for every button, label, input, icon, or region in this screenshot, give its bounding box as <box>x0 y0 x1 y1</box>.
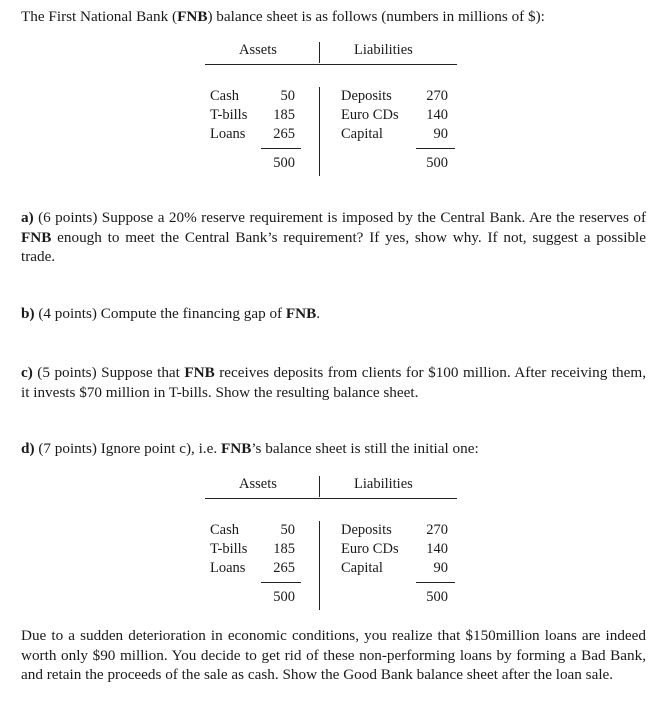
liability-label: Euro CDs <box>341 107 399 123</box>
asset-value: 265 <box>273 560 295 576</box>
liability-label: Capital <box>341 560 383 576</box>
balance-sheet-repeat <box>0 476 667 616</box>
asset-value: 185 <box>273 541 295 557</box>
liabilities-total: 500 <box>426 589 448 605</box>
asset-value: 50 <box>280 88 295 104</box>
question-a-tag: a) <box>21 209 34 226</box>
liability-label: Deposits <box>341 88 392 104</box>
question-b: b) (4 points) Compute the financing gap of FNB. <box>21 305 321 322</box>
assets-sum-rule <box>261 148 301 149</box>
assets-sum-rule <box>261 582 301 583</box>
question-a: a) (6 points) Suppose a 20% reserve requirement is imposed by the Central Bank. Are the reserves of FNB enough to meet the Central Bank’s requirement? If yes, show why. If not, suggest a possible trade. <box>21 209 646 266</box>
balance-sheet-initial <box>0 42 667 182</box>
liability-label: Capital <box>341 126 383 142</box>
question-d-tag: d) <box>21 440 35 457</box>
assets-total: 500 <box>273 155 295 171</box>
liability-value: 270 <box>426 88 448 104</box>
asset-label: Loans <box>210 126 246 142</box>
intro-text: The First National Bank (FNB) balance sheet is as follows (numbers in millions of $): <box>21 8 545 25</box>
question-c: c) (5 points) Suppose that FNB receives deposits from clients for $100 million. After receiving them, it invests $70 million in T-bills. Show the resulting balance sheet. <box>21 364 647 401</box>
header-rule <box>205 64 457 65</box>
liabilities-header: Liabilities <box>354 476 413 492</box>
asset-value: 50 <box>280 522 295 538</box>
liabilities-total: 500 <box>426 155 448 171</box>
liability-value: 90 <box>433 560 448 576</box>
question-b-tag: b) <box>21 305 35 322</box>
asset-label: Cash <box>210 522 239 538</box>
liability-value: 270 <box>426 522 448 538</box>
liability-label: Euro CDs <box>341 541 399 557</box>
header-divider <box>319 476 320 497</box>
liabilities-sum-rule <box>416 582 455 583</box>
asset-label: Loans <box>210 560 246 576</box>
assets-header: Assets <box>239 42 277 58</box>
asset-value: 185 <box>273 107 295 123</box>
liability-value: 140 <box>426 107 448 123</box>
bank-name: FNB <box>177 8 208 25</box>
liability-label: Deposits <box>341 522 392 538</box>
assets-total: 500 <box>273 589 295 605</box>
question-c-tag: c) <box>21 364 33 381</box>
asset-label: Cash <box>210 88 239 104</box>
assets-header: Assets <box>239 476 277 492</box>
liability-value: 90 <box>433 126 448 142</box>
bank-name: FNB <box>285 305 317 322</box>
bank-name: FNB <box>184 364 215 381</box>
column-divider <box>319 87 320 176</box>
asset-label: T-bills <box>210 107 248 123</box>
column-divider <box>319 521 320 610</box>
liabilities-header: Liabilities <box>354 42 413 58</box>
header-rule <box>205 498 457 499</box>
asset-value: 265 <box>273 126 295 142</box>
header-divider <box>319 42 320 63</box>
asset-label: T-bills <box>210 541 248 557</box>
bank-name: FNB <box>220 440 252 457</box>
liability-value: 140 <box>426 541 448 557</box>
liabilities-sum-rule <box>416 148 455 149</box>
question-d: d) (7 points) Ignore point c), i.e. FNB’s balance sheet is still the initial one: <box>21 440 479 457</box>
bank-name: FNB <box>21 228 52 246</box>
question-d-follow-up: Due to a sudden deterioration in economic conditions, you realize that $150million loans are indeed worth only $90 million. You decide to get rid of these non-performing loans by forming a Bad Bank, and retain the proceeds of the sale as cash. Show the Good Bank balance sheet after the loan sale. <box>21 627 646 684</box>
